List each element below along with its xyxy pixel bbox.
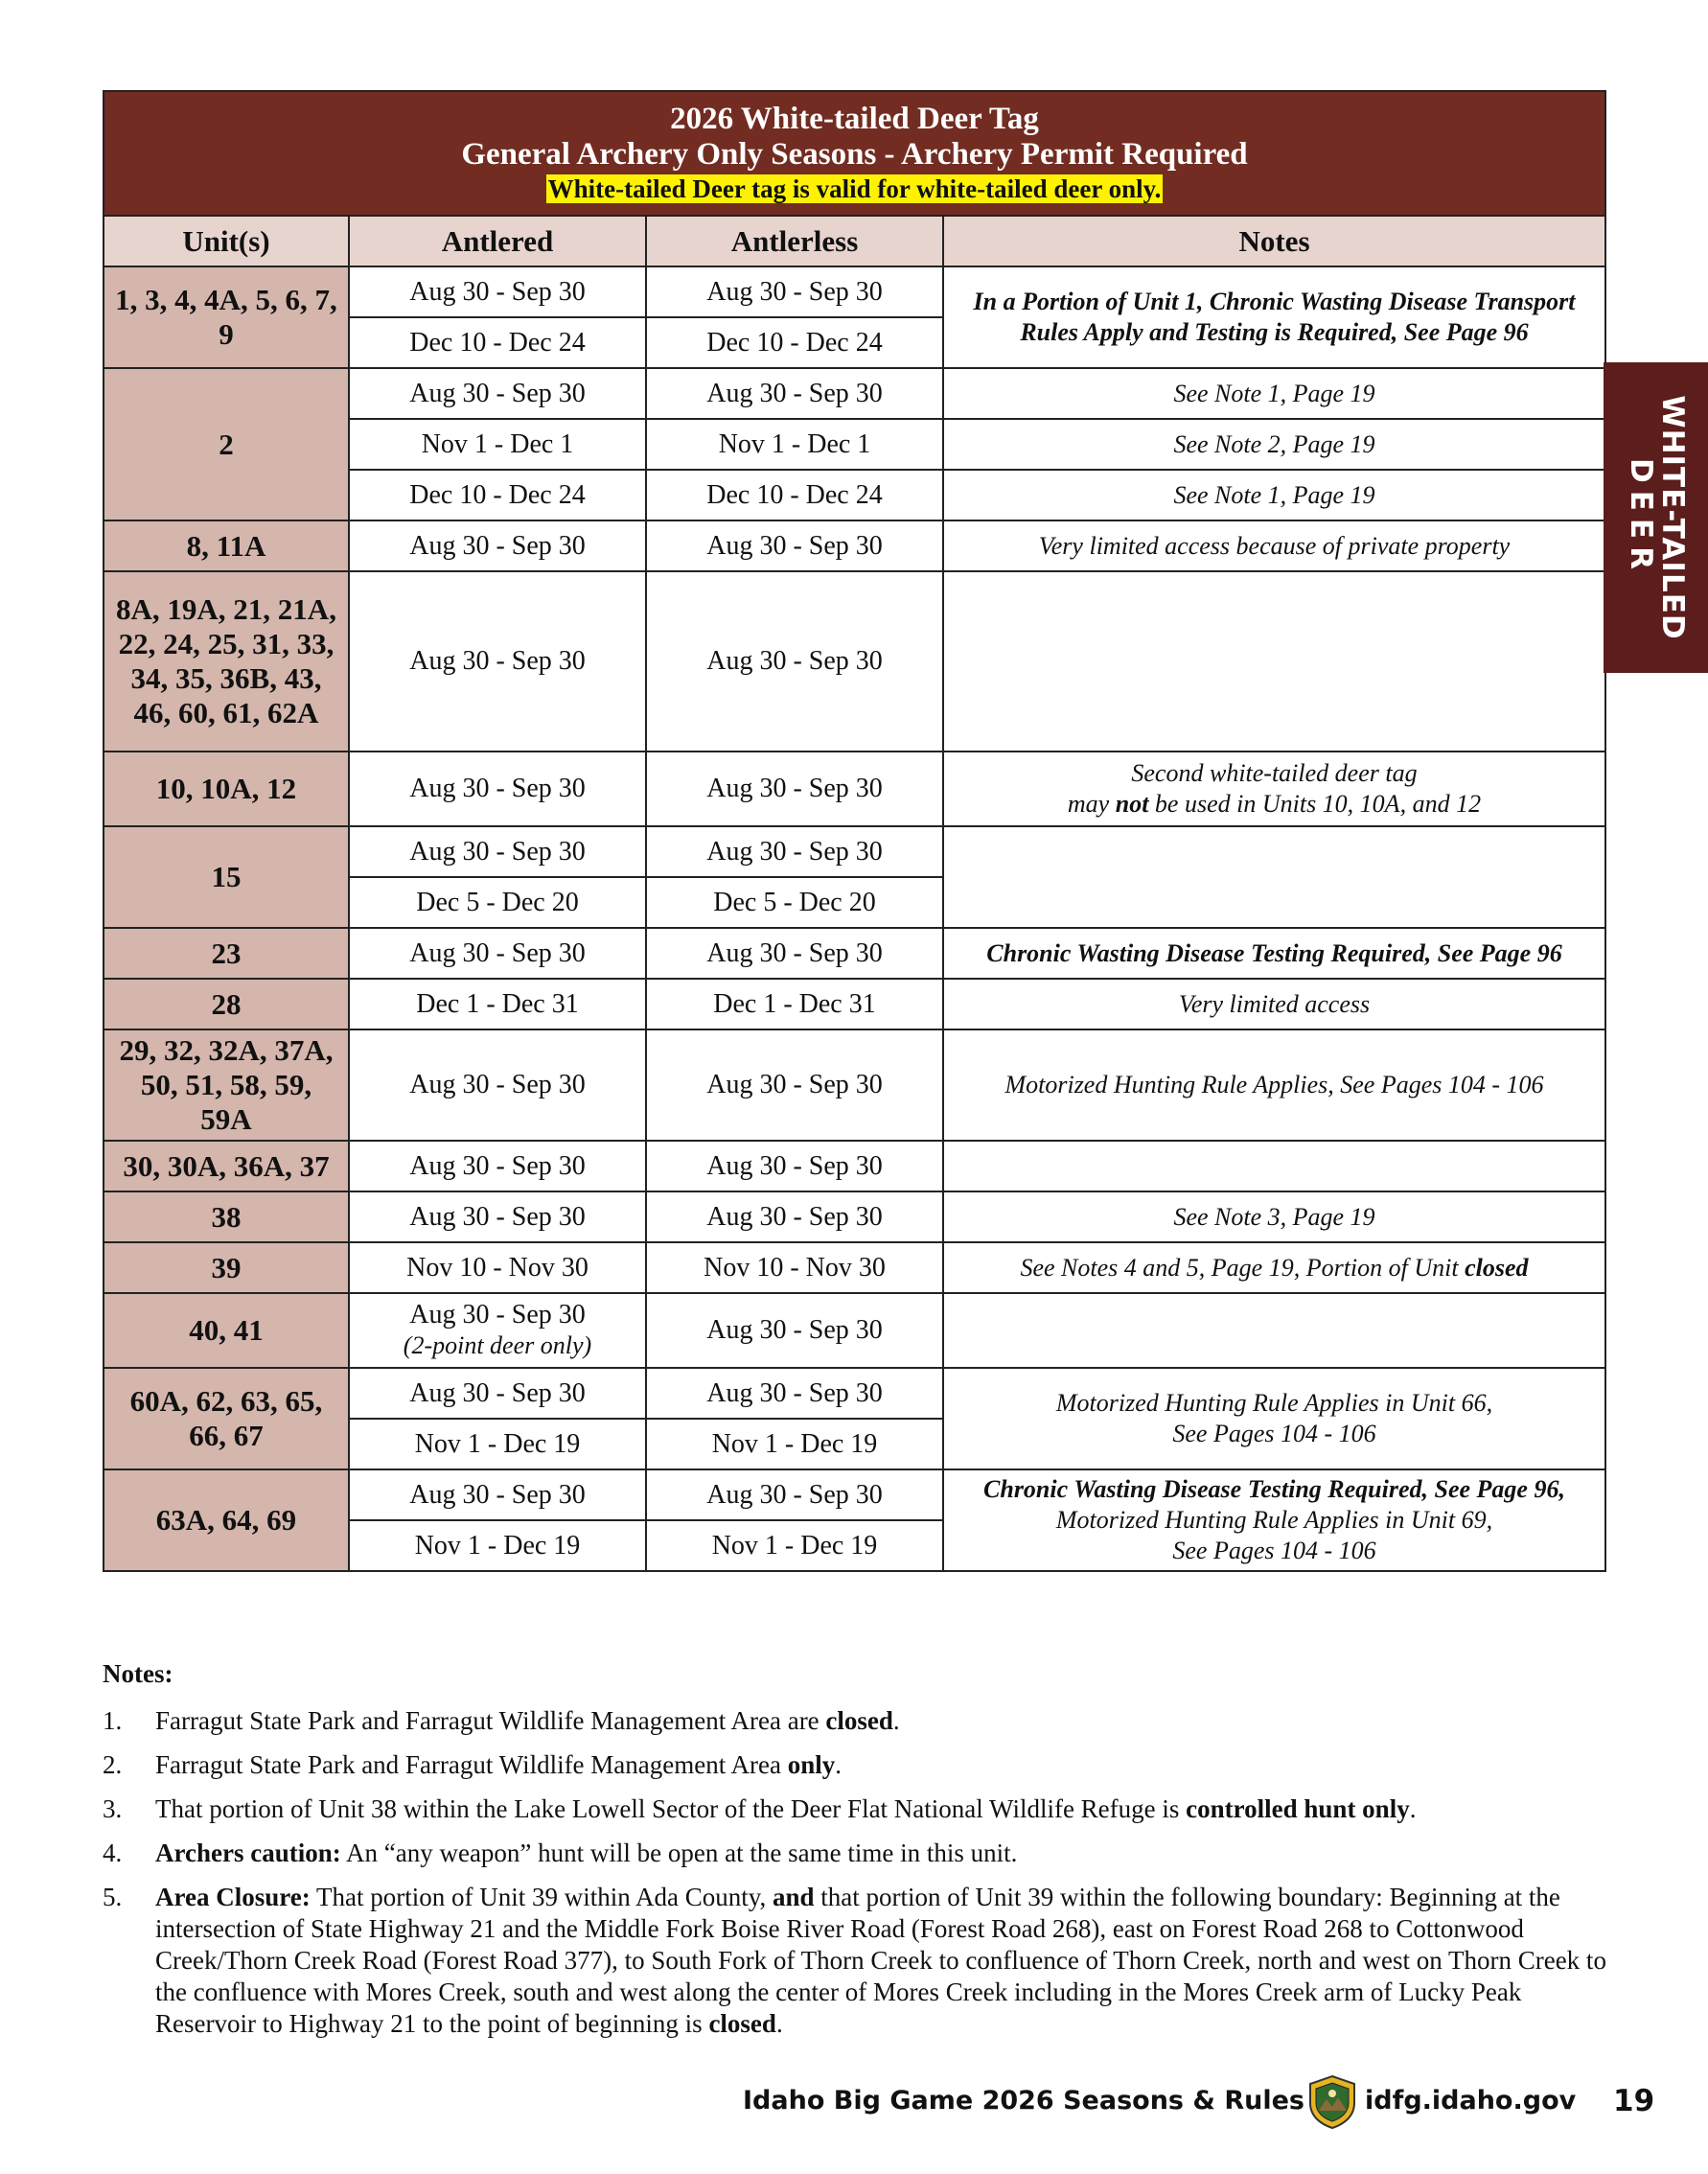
page-number: 19 — [1613, 2084, 1655, 2118]
antlerless-season-cell: Nov 10 - Nov 30 — [646, 1242, 943, 1293]
table-row — [104, 520, 1605, 571]
antlered-dates: Aug 30 - Sep 30 — [409, 276, 586, 307]
antlered-season-cell — [349, 1368, 646, 1419]
side-tab-line2: DEER — [1623, 458, 1658, 577]
antlerless-season-cell: Aug 30 - Sep 30 — [646, 1141, 943, 1191]
side-tab-line1: WHITE-TAILED — [1654, 395, 1690, 640]
column-header-units: Unit(s) — [104, 216, 349, 266]
notes-cell — [943, 1029, 1605, 1141]
note-text: closed — [708, 2009, 776, 2038]
unit-cell: 8A, 19A, 21, 21A, 22, 24, 25, 31, 33, 34, 35, 36B, 43, 46, 60, 61, 62A — [104, 571, 349, 752]
table-row — [104, 826, 1605, 877]
antlered-dates: Aug 30 - Sep 30 — [409, 1300, 586, 1330]
note-text: . — [892, 1706, 900, 1735]
unit-cell: 28 — [104, 979, 349, 1029]
page-footer — [0, 2074, 1708, 2132]
note-text: and — [772, 1883, 815, 1911]
antlered-season-cell — [349, 317, 646, 368]
table-row — [104, 928, 1605, 979]
note-item — [103, 1882, 1617, 2040]
antlered-season-cell — [349, 1469, 646, 1520]
note-text: That portion of Unit 38 within the Lake Lowell Sector of the Deer Flat National Wildlife Refuge is — [155, 1794, 1187, 1823]
notes-cell — [943, 979, 1605, 1029]
antlered-season-cell — [349, 419, 646, 470]
antlered-season-cell — [349, 752, 646, 826]
column-header-notes: Notes — [943, 216, 1605, 266]
antlerless-season-cell: Aug 30 - Sep 30 — [646, 1191, 943, 1242]
antlered-season-cell — [349, 1520, 646, 1571]
note-item — [103, 1749, 1617, 1781]
note-line: Chronic Wasting Disease Testing Required, See Page 96, — [983, 1475, 1565, 1503]
notes-heading: Notes: — [103, 1659, 173, 1688]
antlered-dates: Nov 10 - Nov 30 — [406, 1252, 589, 1283]
antlered-dates: Dec 10 - Dec 24 — [409, 479, 586, 510]
antlered-dates: Aug 30 - Sep 30 — [409, 937, 586, 968]
antlerless-season-cell: Aug 30 - Sep 30 — [646, 1293, 943, 1368]
unit-cell: 63A, 64, 69 — [104, 1469, 349, 1571]
notes-cell — [943, 1469, 1605, 1571]
notes-cell — [943, 826, 1605, 928]
antlered-dates: Aug 30 - Sep 30 — [409, 1150, 586, 1181]
antlered-season-cell — [349, 368, 646, 419]
section-side-tab — [1604, 362, 1708, 673]
table-row — [104, 571, 1605, 752]
note-item — [103, 1705, 1617, 1737]
antlerless-season-cell: Nov 1 - Dec 1 — [646, 419, 943, 470]
antlered-dates: Aug 30 - Sep 30 — [409, 530, 586, 561]
antlerless-season-cell: Aug 30 - Sep 30 — [646, 1469, 943, 1520]
note-text: that portion of Unit 39 within the following boundary: Beginning at the intersection of State Highway 21 and the Middle Fork Boise River Road (Forest Road 268), east on Forest Road 268 to Cottonwood Creek/Thorn Creek Road (Forest Road 377), to South Fork of Thorn Creek to confluence of Thorn Creek, north and west on Thorn Creek to the confluence with Mores Creek, south and west along the center of Mores Creek including in the Mores Creek arm of Lucky Peak Reservoir to Highway 21 to the point of beginning is — [155, 1883, 1606, 2038]
column-header-antlered: Antlered — [349, 216, 646, 266]
notes-section — [103, 1658, 1617, 2052]
notes-cell: See Note 2, Page 19 — [943, 419, 1605, 470]
notes-cell: See Note 1, Page 19 — [943, 368, 1605, 419]
unit-cell: 1, 3, 4, 4A, 5, 6, 7, 9 — [104, 266, 349, 368]
table-row — [104, 1368, 1605, 1419]
note-line: Chronic Wasting Disease Testing Required, See Page 96 — [986, 938, 1562, 967]
unit-cell: 60A, 62, 63, 65, 66, 67 — [104, 1368, 349, 1469]
antlerless-season-cell: Aug 30 - Sep 30 — [646, 520, 943, 571]
antlered-dates: Aug 30 - Sep 30 — [409, 378, 586, 408]
note-text: That portion of Unit 39 within Ada County, — [310, 1883, 773, 1911]
table-row — [104, 1141, 1605, 1191]
tag-validity-note: White-tailed Deer tag is valid for white-tailed deer only. — [547, 174, 1162, 203]
unit-cell: 2 — [104, 368, 349, 520]
unit-cell: 23 — [104, 928, 349, 979]
notes-cell — [943, 520, 1605, 571]
note-text: Area Closure: — [155, 1883, 311, 1911]
note-text: . — [1409, 1794, 1417, 1823]
season-table — [103, 90, 1606, 1572]
note-line: See Pages 104 - 106 — [1172, 1537, 1376, 1564]
table-body — [104, 266, 1605, 1571]
antlered-season-cell — [349, 979, 646, 1029]
antlered-season-cell — [349, 571, 646, 752]
notes-cell — [943, 1191, 1605, 1242]
antlered-dates: Aug 30 - Sep 30 — [409, 1377, 586, 1408]
note-number: 1. — [103, 1706, 123, 1735]
unit-cell: 10, 10A, 12 — [104, 752, 349, 826]
table-title — [104, 91, 1605, 216]
note-text: An “any weapon” hunt will be open at the same time in this unit. — [340, 1839, 1018, 1867]
note-text: Farragut State Park and Farragut Wildlife Management Area are — [155, 1706, 826, 1735]
antlered-dates: Dec 5 - Dec 20 — [416, 887, 579, 917]
unit-cell: 15 — [104, 826, 349, 928]
antlerless-season-cell: Aug 30 - Sep 30 — [646, 368, 943, 419]
note-line: See Note 3, Page 19 — [1173, 1202, 1375, 1231]
unit-cell: 29, 32, 32A, 37A, 50, 51, 58, 59, 59A — [104, 1029, 349, 1141]
note-line: Second white-tailed deer tag — [1131, 759, 1418, 787]
note-line: In a Portion of Unit 1, Chronic Wasting Disease Transport Rules Apply and Testing is Required, See Page 96 — [973, 288, 1576, 346]
antlerless-season-cell: Aug 30 - Sep 30 — [646, 826, 943, 877]
antlered-season-cell — [349, 1191, 646, 1242]
note-line: Motorized Hunting Rule Applies in Unit 66, — [1055, 1389, 1493, 1417]
antlerless-season-cell: Nov 1 - Dec 19 — [646, 1419, 943, 1469]
antlered-season-cell — [349, 470, 646, 520]
notes-cell — [943, 571, 1605, 752]
antlered-season-cell — [349, 520, 646, 571]
antlered-dates: Aug 30 - Sep 30 — [409, 1070, 586, 1099]
antlered-dates: Aug 30 - Sep 30 — [409, 774, 586, 803]
table-row — [104, 1293, 1605, 1368]
note-line: Very limited access — [1178, 989, 1371, 1018]
antlered-restriction: (2-point deer only) — [403, 1331, 592, 1359]
table-row — [104, 752, 1605, 826]
antlered-season-cell — [349, 826, 646, 877]
table-row — [104, 1029, 1605, 1141]
table-row — [104, 1191, 1605, 1242]
unit-cell: 39 — [104, 1242, 349, 1293]
antlered-season-cell — [349, 877, 646, 928]
antlerless-season-cell: Aug 30 - Sep 30 — [646, 1368, 943, 1419]
note-line: See Notes 4 and 5, Page 19, Portion of Unit closed — [1020, 1253, 1529, 1282]
note-text: only — [787, 1750, 836, 1779]
idfg-logo-icon — [1307, 2074, 1357, 2130]
antlerless-season-cell: Aug 30 - Sep 30 — [646, 928, 943, 979]
notes-list — [103, 1705, 1617, 2040]
antlerless-season-cell: Aug 30 - Sep 30 — [646, 571, 943, 752]
notes-cell — [943, 928, 1605, 979]
note-number: 3. — [103, 1794, 123, 1823]
unit-cell: 30, 30A, 36A, 37 — [104, 1141, 349, 1191]
table-row — [104, 979, 1605, 1029]
note-number: 2. — [103, 1750, 123, 1779]
note-text: . — [775, 2009, 783, 2038]
table-title-line1: 2026 White-tailed Deer Tag — [670, 102, 1039, 136]
antlered-dates: Nov 1 - Dec 19 — [414, 1428, 581, 1459]
unit-cell: 40, 41 — [104, 1293, 349, 1368]
table-title-line2: General Archery Only Seasons - Archery Permit Required — [461, 137, 1248, 172]
table-row — [104, 1242, 1605, 1293]
notes-cell — [943, 266, 1605, 368]
unit-cell: 8, 11A — [104, 520, 349, 571]
table-row — [104, 266, 1605, 317]
antlerless-season-cell: Dec 1 - Dec 31 — [646, 979, 943, 1029]
note-line: may not be used in Units 10, 10A, and 12 — [1067, 790, 1482, 818]
antlered-dates: Aug 30 - Sep 30 — [409, 1479, 586, 1510]
note-text: Archers caution: — [155, 1839, 341, 1867]
note-text: Farragut State Park and Farragut Wildlife Management Area — [155, 1750, 788, 1779]
antlerless-season-cell: Dec 10 - Dec 24 — [646, 317, 943, 368]
antlerless-season-cell: Nov 1 - Dec 19 — [646, 1520, 943, 1571]
antlerless-season-cell: Aug 30 - Sep 30 — [646, 752, 943, 826]
antlered-dates: Nov 1 - Dec 19 — [414, 1530, 581, 1561]
unit-cell: 38 — [104, 1191, 349, 1242]
notes-cell — [943, 1293, 1605, 1368]
antlered-dates: Aug 30 - Sep 30 — [409, 836, 586, 867]
antlered-season-cell — [349, 928, 646, 979]
antlerless-season-cell: Aug 30 - Sep 30 — [646, 266, 943, 317]
notes-cell: See Note 1, Page 19 — [943, 470, 1605, 520]
antlerless-season-cell: Aug 30 - Sep 30 — [646, 1029, 943, 1141]
note-number: 4. — [103, 1839, 123, 1867]
note-number: 5. — [103, 1883, 123, 1911]
note-item — [103, 1793, 1617, 1825]
antlered-dates: Aug 30 - Sep 30 — [409, 646, 586, 676]
antlered-dates: Dec 10 - Dec 24 — [409, 327, 586, 358]
note-item — [103, 1838, 1617, 1869]
antlered-season-cell — [349, 1293, 646, 1368]
column-header-antlerless: Antlerless — [646, 216, 943, 266]
antlerless-season-cell: Dec 10 - Dec 24 — [646, 470, 943, 520]
antlered-season-cell — [349, 1242, 646, 1293]
antlerless-season-cell: Dec 5 - Dec 20 — [646, 877, 943, 928]
notes-cell — [943, 1368, 1605, 1469]
footer-publication-title: Idaho Big Game 2026 Seasons & Rules — [743, 2086, 1304, 2116]
antlered-season-cell — [349, 1029, 646, 1141]
notes-cell — [943, 752, 1605, 826]
note-line: Motorized Hunting Rule Applies, See Pages 104 - 106 — [1004, 1071, 1544, 1099]
antlered-season-cell — [349, 1419, 646, 1469]
notes-cell — [943, 1242, 1605, 1293]
antlered-dates: Aug 30 - Sep 30 — [409, 1201, 586, 1232]
note-line: Very limited access because of private property — [1038, 531, 1511, 560]
antlered-season-cell — [349, 1141, 646, 1191]
notes-cell — [943, 1141, 1605, 1191]
antlered-dates: Dec 1 - Dec 31 — [416, 988, 579, 1019]
note-text: controlled hunt only — [1186, 1794, 1410, 1823]
note-line: Motorized Hunting Rule Applies in Unit 69, — [1055, 1506, 1493, 1534]
antlered-dates: Nov 1 - Dec 1 — [421, 428, 574, 459]
table-row — [104, 368, 1605, 419]
note-line: See Pages 104 - 106 — [1172, 1420, 1376, 1447]
table-row — [104, 1469, 1605, 1520]
note-text: . — [835, 1750, 842, 1779]
antlered-season-cell — [349, 266, 646, 317]
note-text: closed — [825, 1706, 893, 1735]
footer-website: idfg.idaho.gov — [1365, 2086, 1577, 2116]
